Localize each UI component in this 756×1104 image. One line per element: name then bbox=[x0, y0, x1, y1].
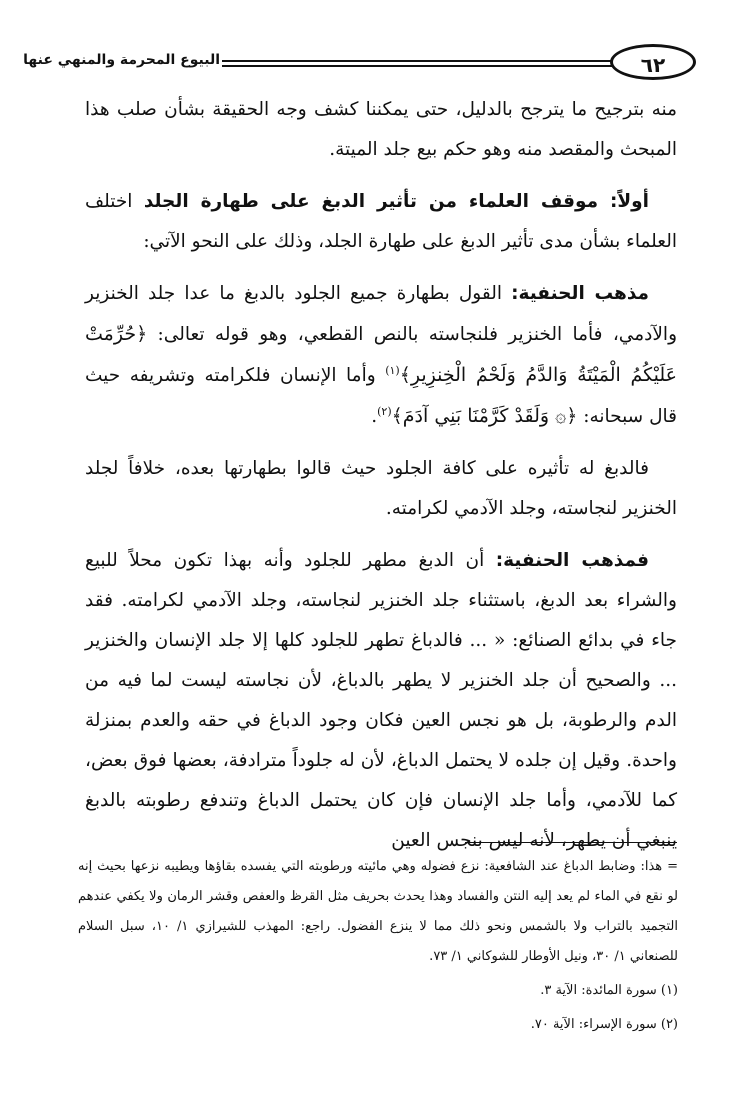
hanafi-text-b: وأما الإنسان فلكرامته وتشريفه حيث قال سبحانه: bbox=[85, 365, 677, 427]
paragraph-intro: منه بترجيح ما يترجح بالدليل، حتى يمكننا كشف وجه الحقيقة بشأن صلب هذا المبحث والمقصد منه وهو حكم بيع جلد الميتة. bbox=[85, 99, 677, 160]
footnote-1: (١) سورة المائدة: الآية ٣. bbox=[540, 983, 678, 998]
paragraph-tanning-effect: فالدبغ له تأثيره على كافة الجلود حيث قالوا بطهارتها بعده، خلافاً لجلد الخنزير لنجاسته، وجلد الآدمي لكرامته. bbox=[85, 458, 677, 519]
running-title: البيوع المحرمة والمنهي عنها bbox=[23, 52, 220, 68]
footnote-ref-1[interactable]: (١) bbox=[385, 363, 400, 377]
hanafi-text-c: . bbox=[371, 406, 378, 427]
hanafi-text-a: القول بطهارة جميع الجلود بالدبغ ما عدا جلد الخنزير والآدمي، فأما الخنزير فلنجاسته بالنص القطعي، وهو قوله تعالى: bbox=[85, 283, 677, 345]
page-number: ٦٢ bbox=[610, 44, 696, 80]
hanafi-summary-label: فمذهب الحنفية: bbox=[495, 550, 649, 571]
section-heading-text: اختلف العلماء بشأن مدى تأثير الدبغ على طهارة الجلد، وذلك على النحو الآتي: bbox=[85, 191, 677, 252]
header-rule-top bbox=[222, 60, 634, 62]
main-text bbox=[85, 90, 677, 873]
quran-verse-2: ﴿۞ وَلَقَدْ كَرَّمْنَا بَنِي آدَمَ﴾ bbox=[391, 405, 578, 427]
paragraph-hanafi-view bbox=[85, 274, 677, 437]
header-rule-bottom bbox=[222, 65, 634, 67]
paragraph-hanafi-summary bbox=[85, 541, 677, 861]
hanafi-label: مذهب الحنفية: bbox=[511, 283, 650, 304]
footnote-2: (٢) سورة الإسراء: الآية ٧٠. bbox=[530, 1017, 678, 1032]
section-heading: أولاً: موقف العلماء من تأثير الدبغ على طهارة الجلد bbox=[143, 191, 649, 212]
footnotes bbox=[78, 852, 678, 1044]
footnote-continuation: = هذا: وضابط الدباغ عند الشافعية: نزع فضوله وهي مائيته ورطوبته التي يفسده بقاؤها ويطيبه نزعها بحيث إنه لو نقع في الماء لم يعد إليه النتن والفساد وهذا يحدث بحريف مثل القرظ والعفص وقشر الرمان ولا يكفي عندهم التجميد بالتراب ولا بالشمس ونحو ذلك مما لا ينزع الفضول. راجع: المهذب للشيرازي ١/ ١٠، سبل السلام للصنعاني ١/ ٣٠، ونيل الأوطار للشوكاني ١/ ٧٣. bbox=[78, 859, 678, 964]
page-header bbox=[23, 44, 670, 84]
quran-verse-1: ﴿حُرِّمَتْ عَلَيْكُمُ الْمَيْتَةُ وَالدَّمُ وَلَحْمُ الْخِنزِيرِ﴾ bbox=[85, 323, 677, 386]
footnote-ref-2[interactable]: (٢) bbox=[377, 404, 392, 418]
footnote-separator bbox=[465, 842, 677, 843]
hanafi-summary-text: أن الدبغ مطهر للجلود وأنه بهذا تكون محلاً للبيع والشراء بعد الدبغ، باستثناء جلد الخنزير لنجاسته، وجلد الآدمي لكرامته. فقد جاء في بدائع الصنائع: « ... فالدباغ تطهر للجلود كلها إلا جلد الإنسان والخنزير ... والصحيح أن جلد الخنزير لا يطهر بالدباغ، لأن نجاسته ليست لما فيه من الدم والرطوبة، بل هو نجس العين فكان وجود الدباغ في حقه والعدم بمنزلة واحدة. وقيل إن جلده لا يحتمل الدباغ، لأن له جلوداً مترادفة، بعضها فوق بعض، كما للآدمي، وأما جلد الإنسان فإن كان يحتمل الدباغ وتندفع رطوبته بالدبغ ينبغي أن يطهر، لأنه ليس بنجس العين bbox=[85, 550, 677, 851]
paragraph-section-heading bbox=[85, 182, 677, 262]
